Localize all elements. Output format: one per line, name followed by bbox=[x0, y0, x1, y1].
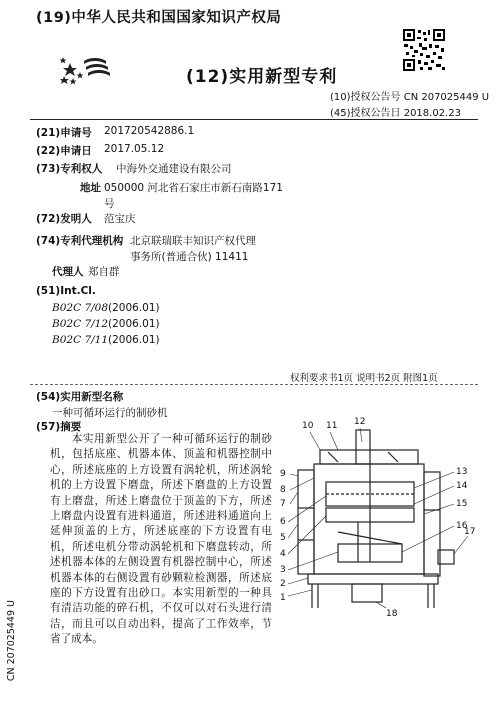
agency-line-2: 事务所(普通合伙) 11411 bbox=[130, 251, 249, 263]
app-no-label: (21)申请号 bbox=[36, 127, 92, 139]
class-year: (2006.01) bbox=[108, 334, 160, 346]
publication-number: (10)授权公告号 CN 207025449 U bbox=[330, 92, 490, 103]
label-5: 5 bbox=[280, 533, 286, 543]
feed-channel bbox=[356, 430, 370, 464]
patentee-value: 中海外交通建设有限公司 bbox=[116, 163, 232, 175]
title-label: (54)实用新型名称 bbox=[36, 391, 124, 403]
abstract-label: (57)摘要 bbox=[36, 421, 82, 433]
side-publication-code bbox=[6, 600, 20, 681]
abstract-text bbox=[50, 432, 272, 648]
class-code: B02C 7/12 bbox=[52, 318, 109, 330]
agent-label: 代理人 bbox=[52, 266, 84, 278]
label-4: 4 bbox=[280, 549, 286, 559]
invention-title: 一种可循环运行的制砂机 bbox=[52, 407, 168, 419]
section-divider bbox=[30, 384, 478, 385]
label-14: 14 bbox=[456, 481, 468, 491]
side-code-text: CN 207025449 U bbox=[6, 600, 17, 682]
inventor-label: (72)发明人 bbox=[36, 213, 92, 225]
page-counts: 权利要求书1页 说明书2页 附图1页 bbox=[290, 373, 438, 384]
label-10: 10 bbox=[302, 421, 314, 431]
class-code: B02C 7/08 bbox=[52, 302, 109, 314]
class-year: (2006.01) bbox=[108, 318, 160, 330]
base bbox=[308, 574, 438, 584]
address-line-2: 号 bbox=[104, 198, 115, 210]
patent-drawing bbox=[268, 412, 478, 634]
issuing-office: (19)中华人民共和国国家知识产权局 bbox=[36, 10, 282, 26]
label-9: 9 bbox=[280, 469, 286, 479]
qr-code bbox=[402, 28, 446, 72]
header-divider bbox=[30, 119, 478, 120]
filing-date-label: (22)申请日 bbox=[36, 145, 92, 157]
class-year: (2006.01) bbox=[108, 302, 160, 314]
label-2: 2 bbox=[280, 579, 286, 589]
class-row bbox=[52, 334, 160, 346]
machine-body bbox=[314, 464, 424, 574]
cnipa-emblem-icon bbox=[60, 55, 120, 89]
agency-line-1: 北京联瑞联丰知识产权代理 bbox=[130, 235, 256, 247]
label-12: 12 bbox=[354, 417, 366, 427]
label-8: 8 bbox=[280, 485, 286, 495]
label-16: 16 bbox=[456, 521, 468, 531]
label-6: 6 bbox=[280, 517, 286, 527]
label-11: 11 bbox=[326, 421, 338, 431]
label-18: 18 bbox=[386, 609, 398, 619]
inventor-value: 范宝庆 bbox=[104, 213, 136, 225]
agency-label: (74)专利代理机构 bbox=[36, 235, 124, 247]
label-17: 17 bbox=[464, 527, 476, 537]
label-1: 1 bbox=[280, 593, 286, 603]
control-center bbox=[298, 470, 314, 574]
label-3: 3 bbox=[280, 565, 286, 575]
label-7: 7 bbox=[280, 499, 286, 509]
address-line-1: 050000 河北省石家庄市新石南路171 bbox=[104, 182, 283, 194]
abstract-body: 本实用新型公开了一种可循环运行的制砂机，包括底座、机器本体、顶盖和机器控制中心，所述底座的上方设置有涡轮机，所述涡轮机的上方设置下磨盘，所述下磨盘的上方设置有上磨盘，所述上磨盘位于顶盖的下方，所述上磨盘内设置有进料通道，所述进料通道向上延伸顶盖的上方，所述底座的下方设置有电机，所述电机分带动涡轮机和下磨盘转动，所述机器本体的左侧设置有机器控制中心，所述机器本体的右侧设置有砂颗粒检测器，所述底座的下方设置有出砂口。本实用新型的一种具有清洁功能的碎石机，不仅可以对石头进行清洁，而且可以自动出料，提高了工作效率，节省了成本。 bbox=[50, 433, 272, 646]
app-no-value: 201720542886.1 bbox=[104, 125, 195, 137]
label-13: 13 bbox=[456, 467, 468, 477]
address-label: 地址 bbox=[80, 182, 101, 194]
filing-date-value: 2017.05.12 bbox=[104, 143, 165, 155]
agent-value: 郑自群 bbox=[88, 266, 120, 278]
label-15: 15 bbox=[456, 499, 468, 509]
class-code: B02C 7/11 bbox=[52, 334, 109, 346]
class-row bbox=[52, 302, 160, 314]
top-cover bbox=[320, 450, 418, 464]
document-type: (12)实用新型专利 bbox=[186, 67, 338, 87]
patentee-label: (73)专利权人 bbox=[36, 163, 103, 175]
motor bbox=[352, 584, 382, 602]
int-cl-label: (51)Int.Cl. bbox=[36, 285, 96, 297]
publication-date: (45)授权公告日 2018.02.23 bbox=[330, 108, 461, 119]
class-row bbox=[52, 318, 160, 330]
